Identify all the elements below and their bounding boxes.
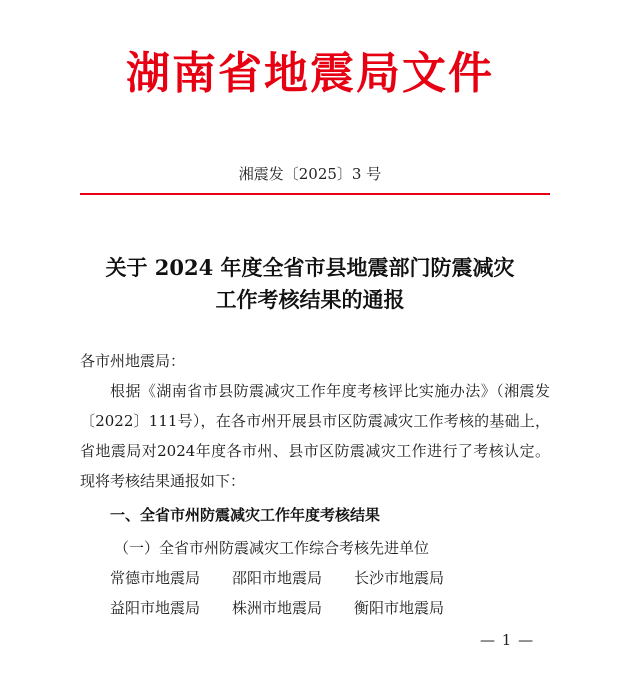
page-number: — 1 — — [480, 631, 535, 649]
units-row — [110, 593, 476, 623]
section-heading: 一、全省市州防震减灾工作年度考核结果 — [110, 506, 381, 524]
units-row — [110, 563, 476, 593]
unit-name: 株洲市地震局 — [232, 599, 323, 617]
unit-name: 衡阳市地震局 — [354, 599, 445, 617]
issuer-header: 湖南省地震局文件 — [126, 48, 494, 99]
document-number: 湘震发〔2025〕3 号 — [238, 165, 382, 183]
document-title — [60, 252, 560, 316]
document-title-line-2: 工作考核结果的通报 — [215, 287, 405, 312]
body-paragraph: 根据《湖南省市县防震减灾工作年度考核评比实施办法》（湘震发〔2022〕111号），在各市州开展县市区防震减灾工作考核的基础上，省地震局对2024年度各市州、县市区防震减灾工作进行了考核认定。现将考核结果通报如下： — [80, 382, 550, 490]
unit-name: 长沙市地震局 — [354, 569, 445, 587]
unit-name: 益阳市地震局 — [110, 599, 201, 617]
salutation: 各市州地震局： — [80, 352, 186, 370]
document-title-line-1: 关于 2024 年度全省市县地震部门防震减灾 — [105, 255, 515, 280]
unit-name: 邵阳市地震局 — [232, 569, 323, 587]
red-separator-line — [80, 193, 550, 195]
unit-name: 常德市地震局 — [110, 569, 201, 587]
subsection-heading: （一）全省市州防震减灾工作综合考核先进单位 — [114, 539, 430, 557]
